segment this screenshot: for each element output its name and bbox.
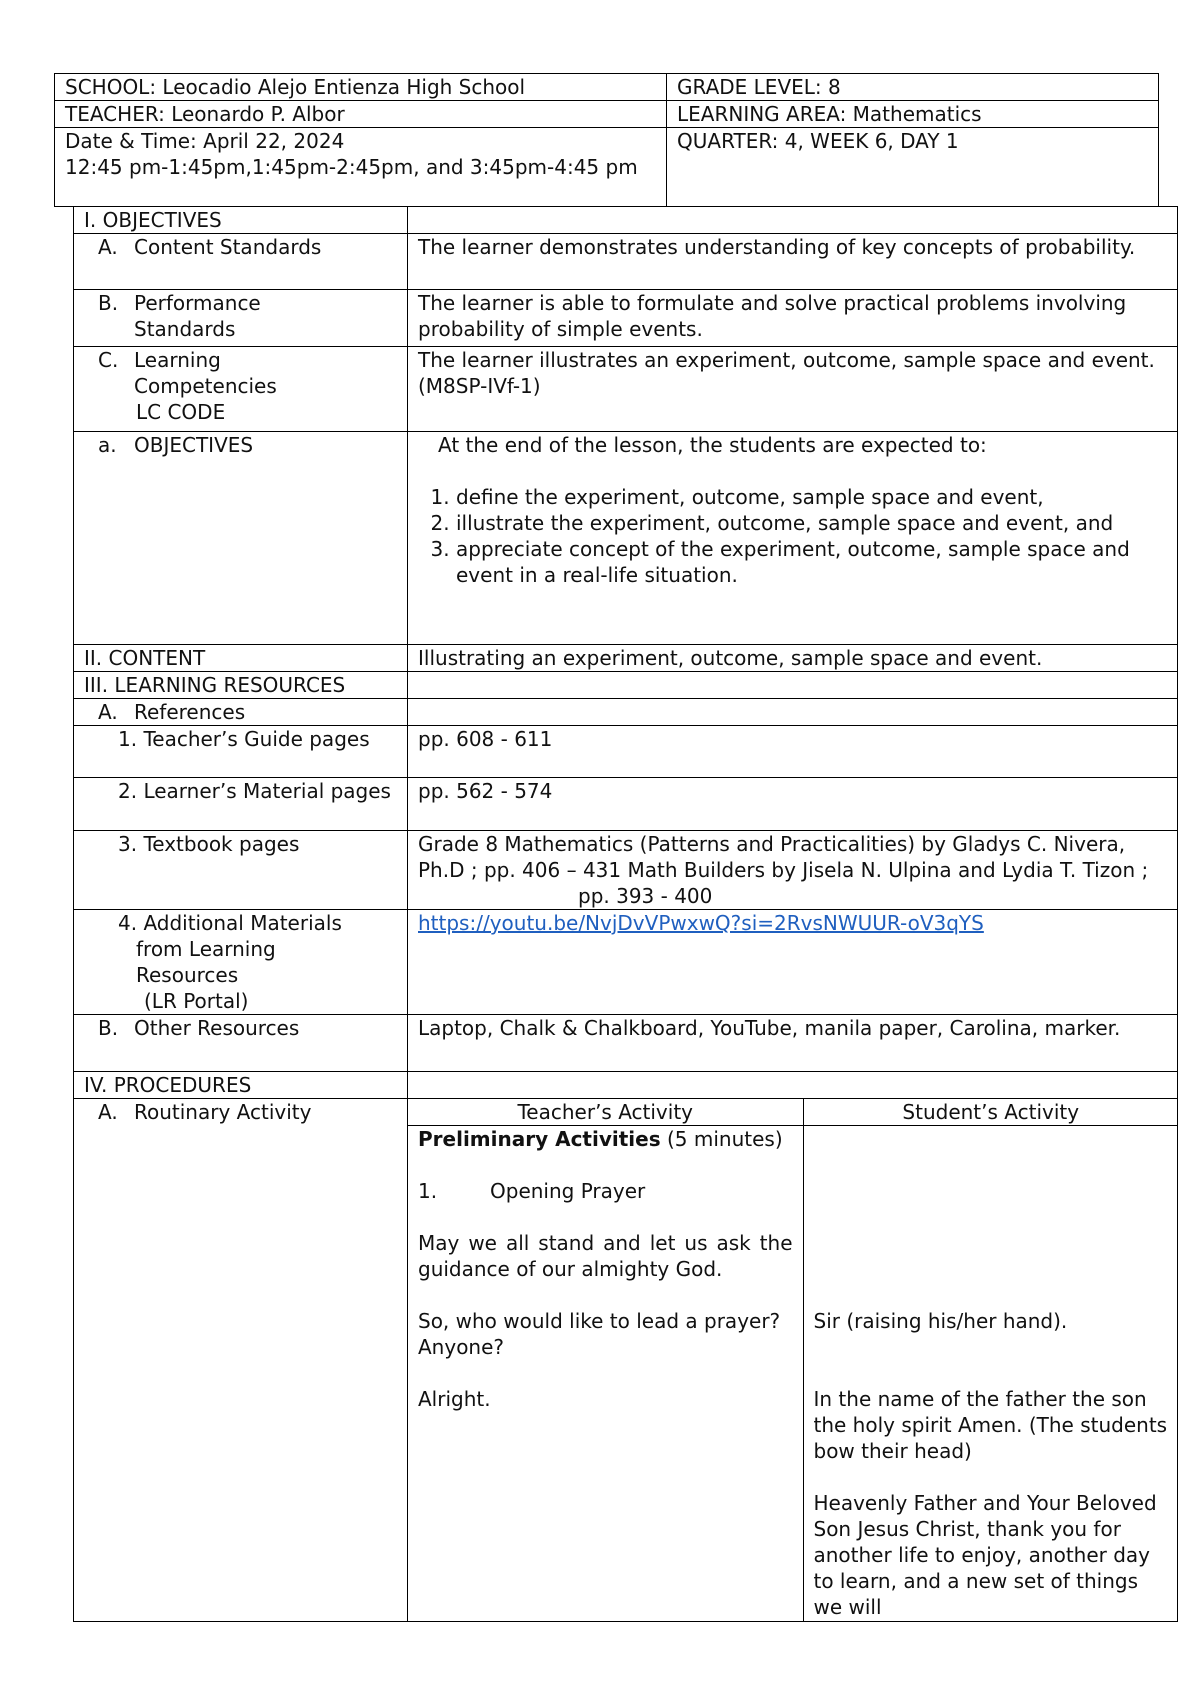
objective-item: 2. illustrate the experiment, outcome, sample space and event, and [456,510,1167,536]
time-line: 12:45 pm-1:45pm,1:45pm-2:45pm, and 3:45pm-4:45 pm [65,155,638,179]
learning-competencies-label: C. Learning Competencies LC CODE [74,347,408,432]
learning-area-cell: LEARNING AREA: Mathematics [667,101,1159,128]
content-heading: II. CONTENT [74,645,408,672]
student-paragraph: In the name of the father the son the holy spirit Amen. (The students bow their head) [813,1387,1168,1463]
objectives-label: a. OBJECTIVES [74,432,408,645]
textbook-label: 3. Textbook pages [74,831,408,910]
preliminary-activities-title: Preliminary Activities [418,1127,661,1151]
other-resources-label: B. Other Resources [74,1015,408,1072]
content-text: Illustrating an experiment, outcome, sample space and event. [408,645,1178,672]
objective-item: 1. define the experiment, outcome, sample space and event, [456,484,1167,510]
objectives-list [418,484,1167,588]
teacher-paragraph: Alright. [418,1387,491,1411]
additional-materials-value [408,910,1178,1015]
teachers-guide-pages: pp. 608 - 611 [408,726,1178,778]
date-time-cell [55,128,667,207]
resources-heading: III. LEARNING RESOURCES [74,672,408,699]
teacher-activity-column: Preliminary Activities (5 minutes) 1. Opening Prayer May we all stand and let us ask the guidance of our almighty God. So, who would like to lead a prayer? Anyone? Alright. [408,1126,803,1621]
learning-competencies-text: The learner illustrates an experiment, outcome, sample space and event. (M8SP-IVf-1) [408,347,1178,432]
student-activity-header: Student’s Activity [803,1099,1178,1126]
empty-cell [408,699,1178,726]
references-label: A. References [74,699,408,726]
opening-prayer-item: 1. Opening Prayer [418,1179,646,1203]
performance-standards-text: The learner is able to formulate and solve practical problems involving probability of simple events. [408,290,1178,347]
learners-material-label: 2. Learner’s Material pages [74,778,408,831]
youtube-link[interactable]: https://youtu.be/NvjDvVPwxwQ?si=2RvsNWUUR-oV3qYS [418,911,984,935]
lc-code: (M8SP-IVf-1) [418,374,541,398]
empty-cell [408,207,1178,234]
activity-table [408,1099,1178,1621]
procedures-heading: IV. PROCEDURES [74,1072,408,1099]
empty-cell [408,1072,1178,1099]
empty-cell [408,672,1178,699]
lesson-plan-table [73,206,1178,1622]
routinary-activity-label: A. Routinary Activity [74,1099,408,1622]
objectives-heading: I. OBJECTIVES [74,207,408,234]
student-paragraph: Heavenly Father and Your Beloved Son Jesus Christ, thank you for another life to enjoy, another day to learn, and a new set of things we will [813,1491,1157,1619]
date-line: Date & Time: April 22, 2024 [65,129,345,153]
objective-item: 3. appreciate concept of the experiment, outcome, sample space and event in a real-life situation. [456,536,1167,588]
teacher-paragraph: May we all stand and let us ask the guidance of our almighty God. [418,1231,793,1281]
teachers-guide-label: 1. Teacher’s Guide pages [74,726,408,778]
textbook-pages: Grade 8 Mathematics (Patterns and Practicalities) by Gladys C. Nivera, Ph.D ; pp. 406 – 431 Math Builders by Jisela N. Ulpina and Lydia T. Tizon ;pp. 393 - 400 [408,831,1178,910]
teacher-paragraph: So, who would like to lead a prayer? Anyone? [418,1309,781,1359]
grade-level-cell: GRADE LEVEL: 8 [667,74,1159,101]
quarter-cell: QUARTER: 4, WEEK 6, DAY 1 [667,128,1159,207]
teacher-cell: TEACHER: Leonardo P. Albor [55,101,667,128]
other-resources-value: Laptop, Chalk & Chalkboard, YouTube, manila paper, Carolina, marker. [408,1015,1178,1072]
teacher-activity-header: Teacher’s Activity [408,1099,803,1126]
content-standards-text: The learner demonstrates understanding of key concepts of probability. [408,234,1178,290]
performance-standards-label: B. Performance Standards [74,290,408,347]
header-table [54,73,1159,207]
student-activity-column [803,1126,1178,1621]
objectives-text: At the end of the lesson, the students are expected to: 1. define the experiment, outcome, sample space and event, 2. illustrate the experiment, outcome, sample space and event, and 3. appreciate concept of the experiment, outcome, sample space and event in a real-life situation. [408,432,1178,645]
activity-columns [408,1099,1178,1622]
content-standards-label: A. Content Standards [74,234,408,290]
student-paragraph: Sir (raising his/her hand). [813,1309,1068,1333]
learners-material-pages: pp. 562 - 574 [408,778,1178,831]
additional-materials-label: 4. Additional Materials from Learning Resources (LR Portal) [74,910,408,1015]
school-cell: SCHOOL: Leocadio Alejo Entienza High School [55,74,667,101]
